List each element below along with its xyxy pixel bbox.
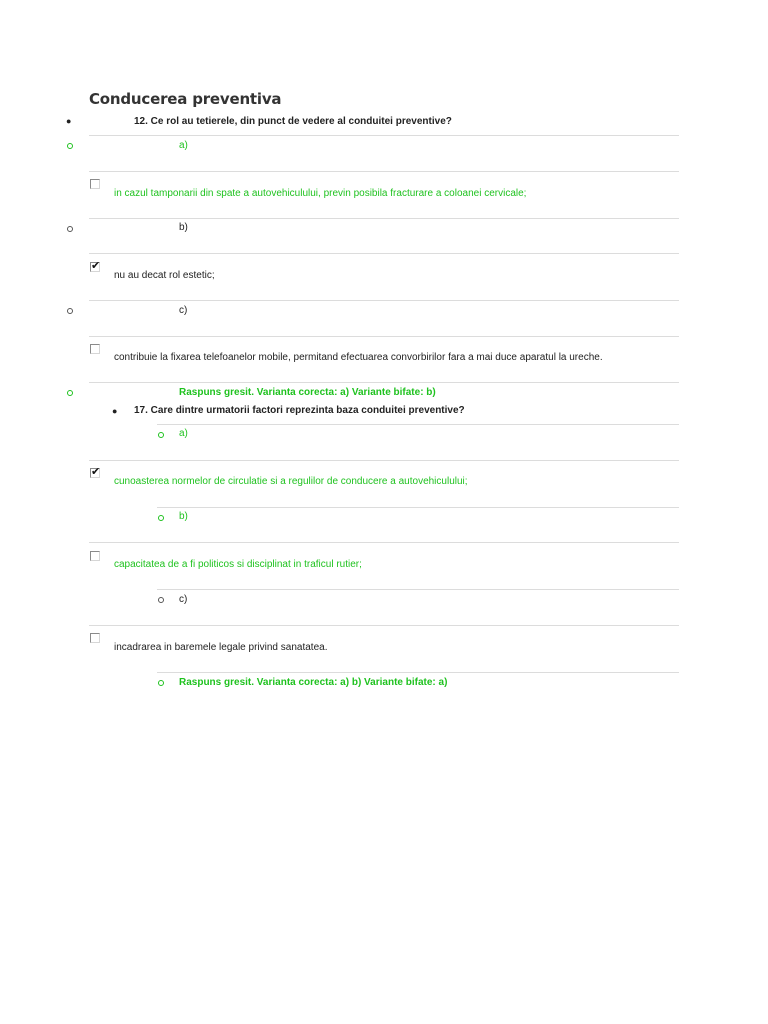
checkbox-q12-a[interactable] bbox=[90, 179, 100, 189]
option-text-c: incadrarea in baremele legale privind sanatatea. bbox=[114, 642, 328, 653]
divider bbox=[89, 625, 679, 626]
feedback-q12: Raspuns gresit. Varianta corecta: a) Variante bifate: b) bbox=[179, 387, 436, 398]
checkbox-q17-a[interactable] bbox=[90, 468, 100, 478]
question-17: 17. Care dintre urmatorii factori reprezinta baza conduitei preventive? bbox=[134, 405, 465, 416]
checkbox-q12-b[interactable] bbox=[90, 262, 100, 272]
divider bbox=[89, 336, 679, 337]
divider bbox=[89, 382, 679, 383]
checkbox-q12-c[interactable] bbox=[90, 344, 100, 354]
bullet-icon: ● bbox=[66, 116, 72, 126]
option-text-b: nu au decat rol estetic; bbox=[114, 270, 215, 281]
option-text-b: capacitatea de a fi politicos si disciplinat in traficul rutier; bbox=[114, 559, 362, 570]
sub-bullet-icon bbox=[158, 515, 164, 521]
divider bbox=[89, 135, 679, 136]
divider bbox=[89, 253, 679, 254]
divider bbox=[89, 460, 679, 461]
divider bbox=[157, 672, 679, 673]
feedback-q17: Raspuns gresit. Varianta corecta: a) b) Variante bifate: a) bbox=[179, 677, 448, 688]
option-letter-b: b) bbox=[179, 511, 188, 522]
divider bbox=[157, 424, 679, 425]
sub-bullet-icon bbox=[158, 597, 164, 603]
divider bbox=[157, 589, 679, 590]
divider bbox=[89, 171, 679, 172]
sub-bullet-icon bbox=[158, 680, 164, 686]
page-title: Conducerea preventiva bbox=[89, 90, 282, 108]
option-letter-a: a) bbox=[179, 428, 188, 439]
option-text-a: in cazul tamponarii din spate a autovehiculului, previn posibila fracturare a coloanei cervicale; bbox=[114, 188, 527, 199]
sub-bullet-icon bbox=[67, 308, 73, 314]
option-letter-c: c) bbox=[179, 305, 188, 316]
checkbox-q17-b[interactable] bbox=[90, 551, 100, 561]
divider bbox=[157, 507, 679, 508]
check-mark-icon: ✔ bbox=[91, 260, 101, 272]
sub-bullet-icon bbox=[67, 226, 73, 232]
divider bbox=[89, 300, 679, 301]
option-letter-c: c) bbox=[179, 594, 188, 605]
sub-bullet-icon bbox=[158, 432, 164, 438]
option-text-c: contribuie la fixarea telefoanelor mobile, permitand efectuarea convorbirilor fara a mai duce aparatul la ureche. bbox=[114, 352, 603, 363]
divider bbox=[89, 218, 679, 219]
option-letter-b: b) bbox=[179, 222, 188, 233]
bullet-icon: ● bbox=[112, 406, 118, 416]
divider bbox=[89, 542, 679, 543]
checkbox-q17-c[interactable] bbox=[90, 633, 100, 643]
sub-bullet-icon bbox=[67, 390, 73, 396]
option-letter-a: a) bbox=[179, 140, 188, 151]
question-12: 12. Ce rol au tetierele, din punct de vedere al conduitei preventive? bbox=[134, 116, 452, 127]
check-mark-icon: ✔ bbox=[91, 466, 101, 478]
sub-bullet-icon bbox=[67, 143, 73, 149]
option-text-a: cunoasterea normelor de circulatie si a regulilor de conducere a autovehiculului; bbox=[114, 476, 468, 487]
